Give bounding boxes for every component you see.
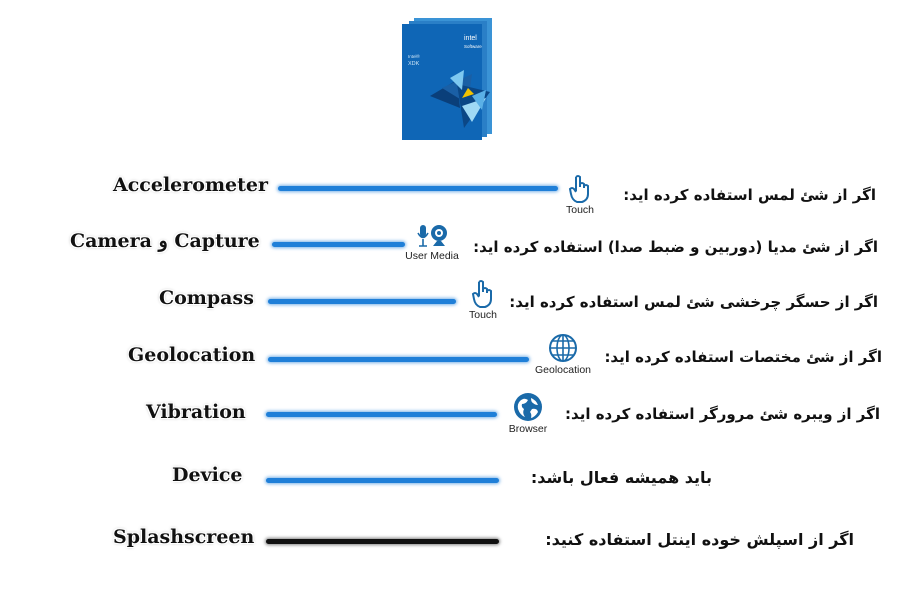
description-vibration: اگر از ویبره شئ مرورگر استفاده کرده اید: (565, 405, 880, 423)
touch-icon (556, 174, 604, 216)
browser-icon (496, 391, 560, 435)
row-compass (0, 283, 900, 343)
logo-product-line2: XDK (408, 61, 420, 67)
description-device: باید همیشه فعال باشد: (530, 468, 712, 487)
label-geolocation: Geolocation (128, 344, 256, 366)
row-vibration (0, 397, 900, 457)
description-camera-capture: اگر از شئ مدیا (دوربین و ضبط صدا) استفاده کرده اید: (473, 238, 878, 256)
geolocation-caption: Geolocation (534, 364, 592, 376)
description-compass: اگر از حسگر چرخشی شئ لمس استفاده کرده اید: (509, 293, 878, 311)
connector-line (266, 539, 499, 544)
row-device (0, 460, 900, 520)
label-compass: Compass (159, 287, 254, 309)
browser-caption: Browser (508, 423, 548, 435)
row-geolocation (0, 340, 900, 400)
connector-line (272, 242, 405, 247)
connector-line (268, 357, 529, 362)
row-camera-capture (0, 226, 900, 286)
connector-line (266, 412, 497, 417)
intel-brand-sub-text: Software (464, 44, 482, 49)
geolocation-icon (530, 332, 596, 376)
connector-line (268, 299, 456, 304)
intel-brand-text: intel (464, 35, 477, 42)
connector-line (278, 186, 558, 191)
touch-caption: Touch (565, 204, 595, 216)
label-accelerometer: Accelerometer (113, 174, 269, 196)
touch-caption: Touch (468, 309, 498, 321)
user-media-caption: User Media (405, 250, 459, 262)
label-device: Device (172, 464, 243, 486)
label-vibration: Vibration (146, 401, 246, 423)
description-splashscreen: اگر از اسپلش خوده اینتل استفاده کنید: (545, 530, 854, 549)
user-media-icon (400, 222, 464, 262)
label-splashscreen: Splashscreen (113, 526, 255, 548)
row-splashscreen (0, 522, 900, 582)
logo-product-line1: Intel® (408, 54, 420, 59)
description-geolocation: اگر از شئ مختصات استفاده کرده اید: (604, 348, 882, 366)
connector-line (266, 478, 499, 483)
label-camera-capture: Camera و Capture (70, 230, 260, 252)
row-accelerometer (0, 170, 900, 230)
intel-xdk-logo (402, 18, 494, 140)
touch-icon (459, 279, 507, 321)
description-accelerometer: اگر از شئ لمس استفاده کرده اید: (623, 186, 876, 204)
